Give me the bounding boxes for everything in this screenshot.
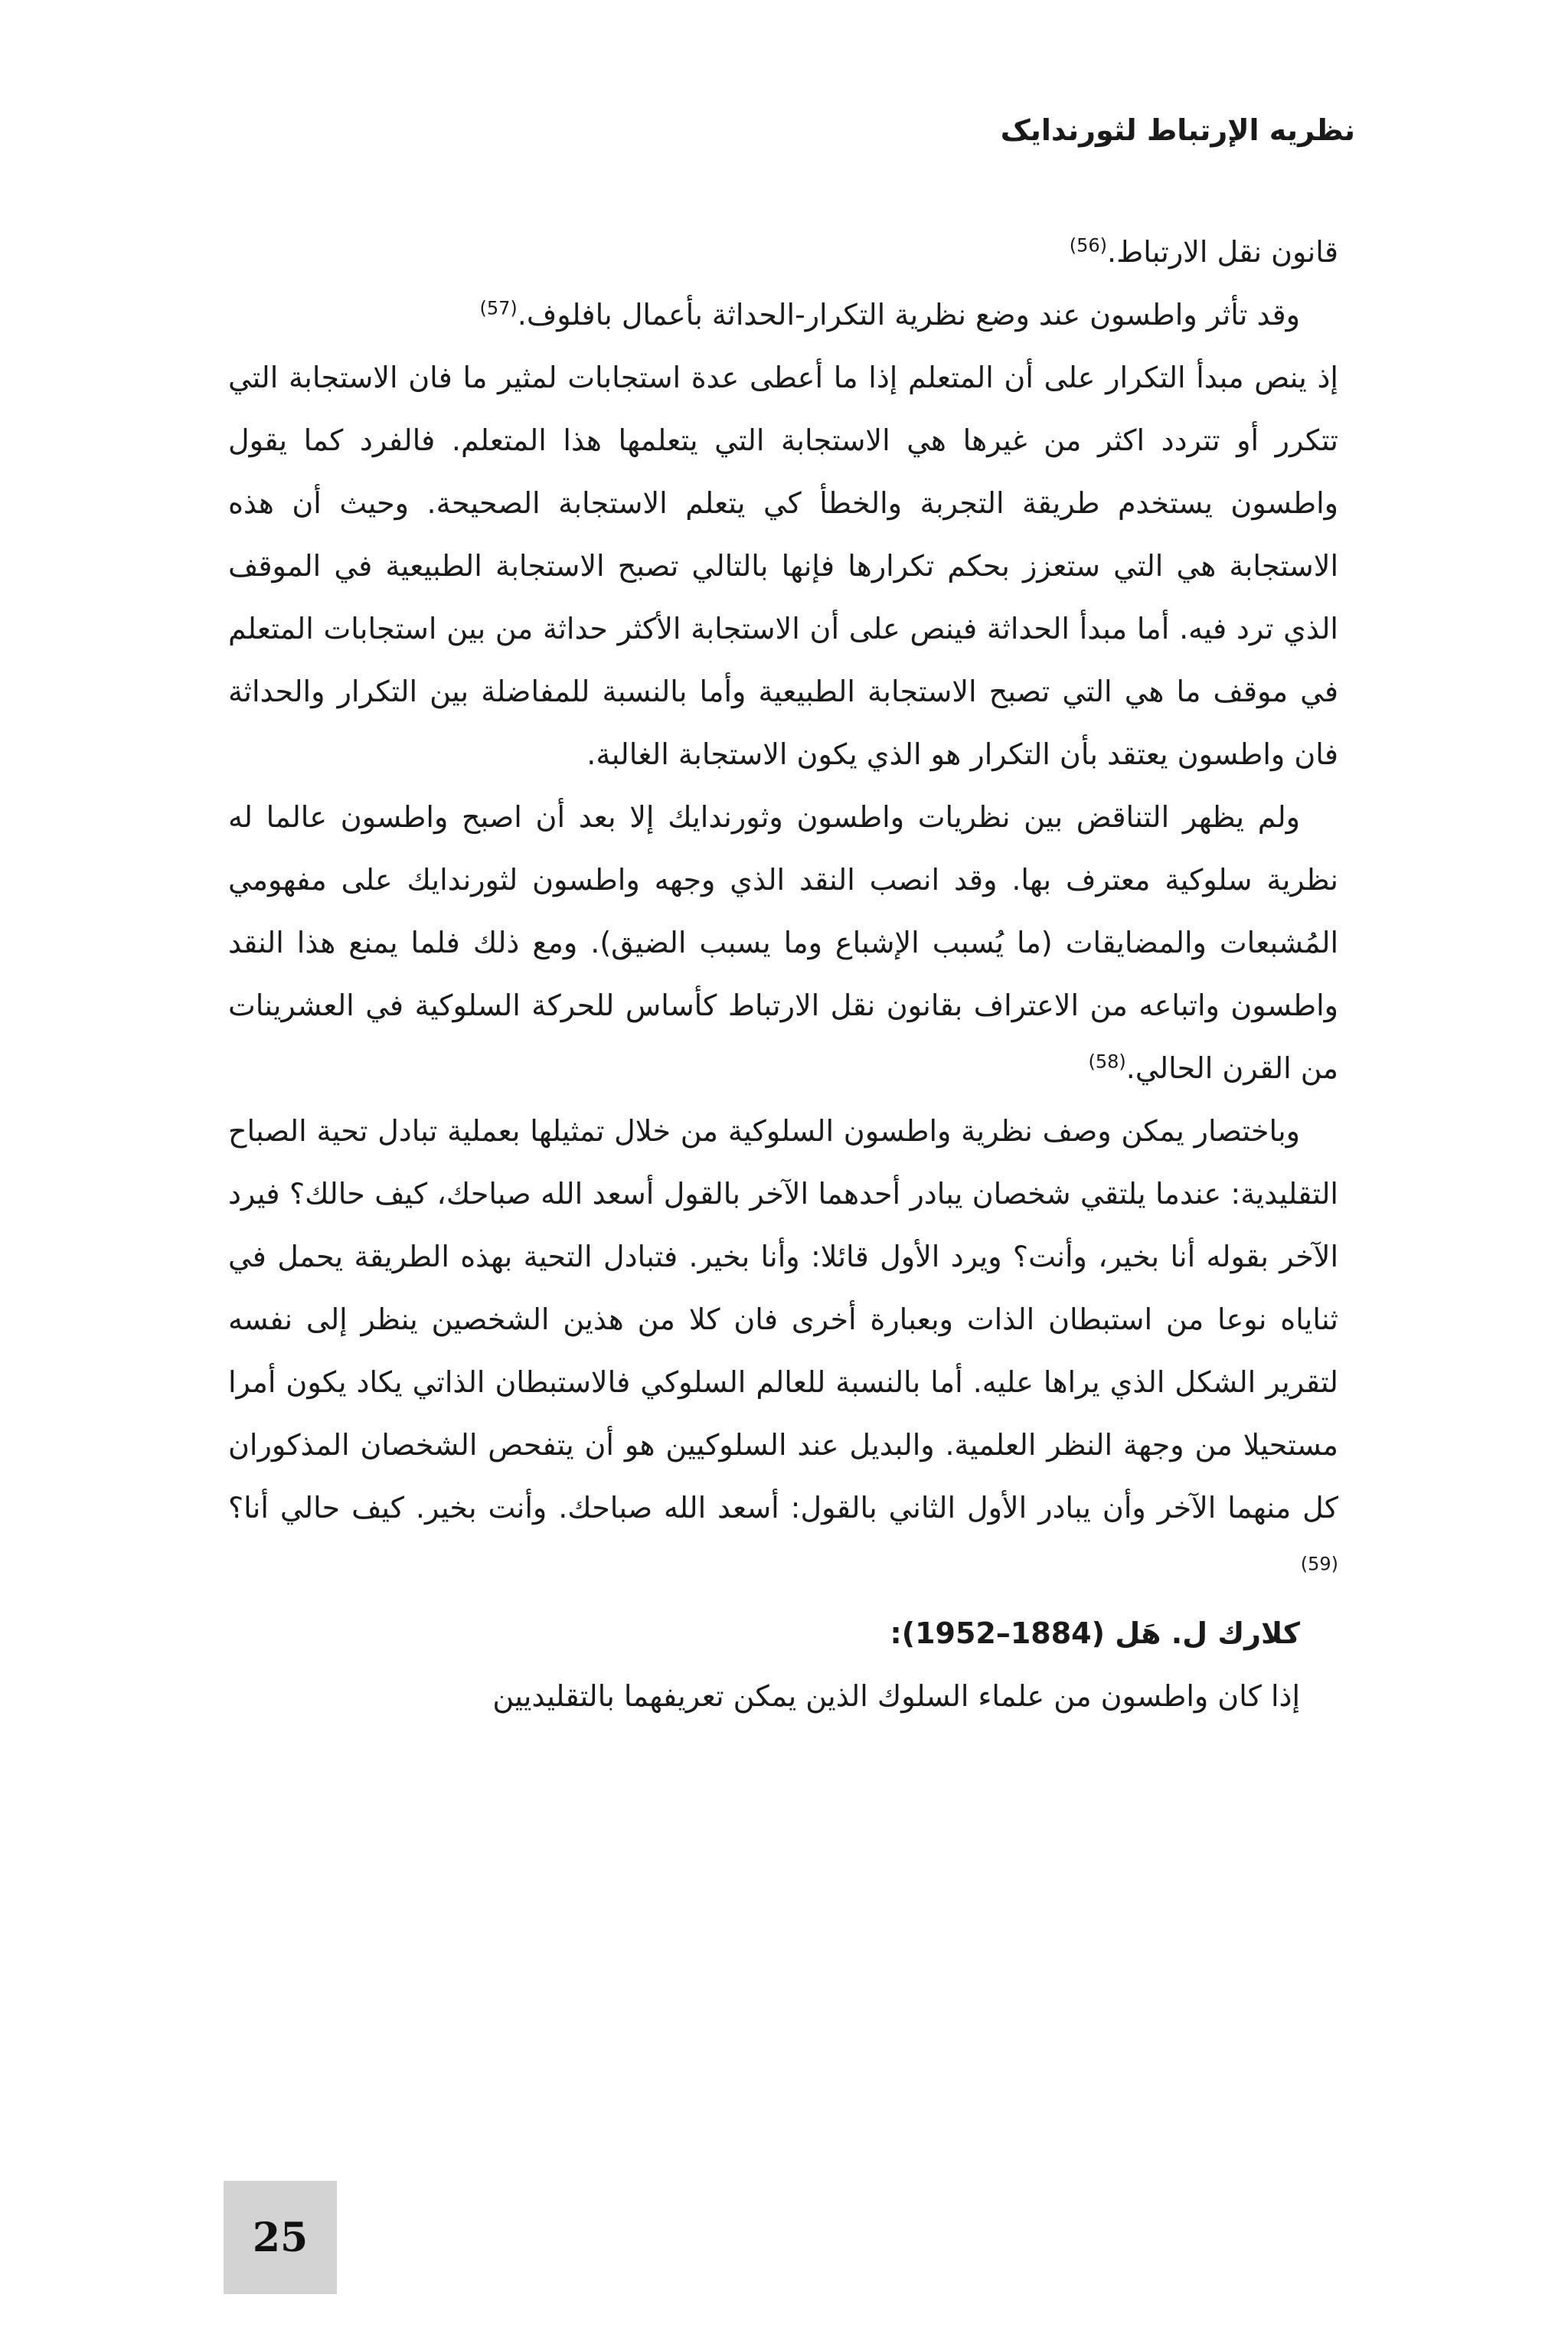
page-number: 25	[252, 2214, 309, 2261]
footnote-ref[interactable]: (59)	[1300, 1553, 1338, 1575]
paragraph-text: وباختصار يمكن وصف نظرية واطسون السلوكية من خلال تمثيلها بعملية تبادل تحية الصباح التقليدية: عندما يلتقي شخصان يبادر أحدهما الآخر بالقول أسعد الله صباحك، كيف حالك؟ فيرد الآخر بقوله أنا بخير، وأنت؟ ويرد الأول قائلا: وأنا بخير. فتبادل التحية بهذه الطريقة يحمل في ثناياه نوعا من استبطان الذات وبعبارة أخرى فان كلا من هذين الشخصين ينظر إلى نفسه لتقرير الشكل الذي يراها عليه. أما بالنسبة للعالم السلوكي فالاستبطان الذاتي يكاد يكون أمرا مستحيلا من وجهة النظر العلمية. والبديل عند السلوكيين هو أن يتفحص الشخصان المذكوران كل منهما الآخر وأن يبادر الأول الثاني بالقول: أسعد الله صباحك. وأنت بخير. كيف حالي أنا؟	[228, 1114, 1338, 1525]
paragraph-3	[228, 346, 1338, 786]
paragraph-text: قانون نقل الارتباط.	[1106, 235, 1338, 269]
paragraph-5	[228, 1100, 1338, 1602]
paragraph-text: إذ ينص مبدأ التكرار على أن المتعلم إذا ما أعطى عدة استجابات لمثير ما فان الاستجابة التي تتكرر أو تتردد اكثر من غيرها هي الاستجابة التي يتعلمها هذا المتعلم. فالفرد كما يقول واطسون يستخدم طريقة التجربة والخطأ كي يتعلم الاستجابة الصحيحة. وحيث أن هذه الاستجابة هي التي ستعزز بحكم تكرارها فإنها بالتالي تصبح الاستجابة الطبيعية في الموقف الذي ترد فيه. أما مبدأ الحداثة فينص على أن الاستجابة الأكثر حداثة من بين استجابات المتعلم في موقف ما هي التي تصبح الاستجابة الطبيعية وأما بالنسبة للمفاضلة بين التكرار والحداثة فان واطسون يعتقد بأن التكرار هو الذي يكون الاستجابة الغالبة.	[228, 361, 1338, 771]
paragraph-6	[228, 1665, 1338, 1727]
body-text	[228, 221, 1338, 1727]
paragraph-text: ولم يظهر التناقض بين نظريات واطسون وثورندايك إلا بعد أن اصبح واطسون عالما له نظرية سلوكية معترف بها. وقد انصب النقد الذي وجهه واطسون لثورندايك على مفهومي المُشبعات والمضايقات (ما يُسبب الإشباع وما يسبب الضيق). ومع ذلك فلما يمنع هذا النقد واطسون واتباعه من الاعتراف بقانون نقل الارتباط كأساس للحركة السلوكية في العشرينات من القرن الحالي.	[228, 800, 1338, 1085]
footnote-ref[interactable]: (56)	[1069, 234, 1107, 257]
paragraph-4	[228, 786, 1338, 1100]
paragraph-2	[228, 283, 1338, 346]
running-header: نظريه الإرتباط لثورندايک	[1000, 113, 1355, 147]
section-heading: كلارك ل. هَل (1884–1952):	[890, 1616, 1300, 1650]
paragraph-1	[228, 221, 1338, 283]
footnote-ref[interactable]: (57)	[479, 297, 518, 319]
footnote-ref[interactable]: (58)	[1088, 1051, 1126, 1073]
paragraph-text: وقد تأثر واطسون عند وضع نظرية التكرار-الحداثة بأعمال بافلوف.	[517, 298, 1300, 332]
paragraph-text: إذا كان واطسون من علماء السلوك الذين يمكن تعريفهما بالتقليديين	[492, 1679, 1300, 1713]
page-number-box	[224, 2181, 337, 2294]
